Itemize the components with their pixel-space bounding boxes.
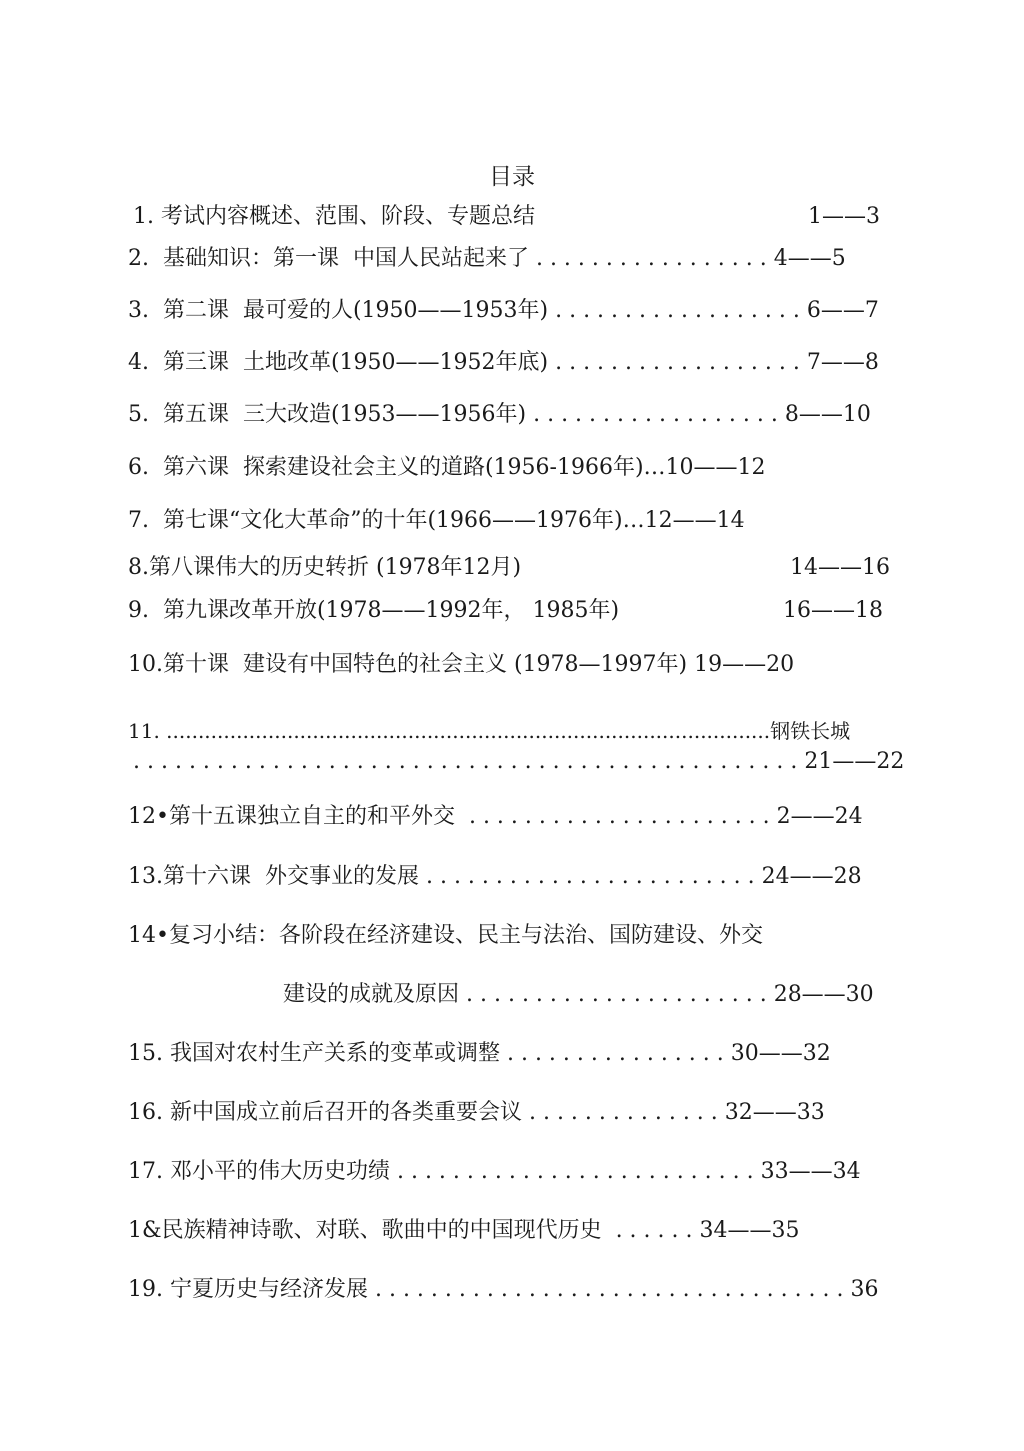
toc-entry-9-pages: 16——18 <box>783 598 883 623</box>
toc-entry-11-dots: . . . . . . . . . . . . . . . . . . . . . . . . . . . . . . . . . . . . . . . . . . . . . . . . 21——22 <box>133 749 905 774</box>
toc-entry-16: 16. 新中国成立前后召开的各类重要会议 . . . . . . . . . . . . . . 32——33 <box>128 1100 825 1125</box>
toc-entry-1: 1. 考试内容概述、范围、阶段、专题总结 <box>133 204 535 229</box>
toc-entry-3: 3. 第二课 最可爱的人(1950——1953年) . . . . . . . . . . . . . . . . . . 6——7 <box>128 298 879 323</box>
toc-entry-13: 13.第十六课 外交事业的发展 . . . . . . . . . . . . . . . . . . . . . . . . 24——28 <box>128 864 862 889</box>
toc-entry-4: 4. 第三课 土地改革(1950——1952年底) . . . . . . . . . . . . . . . . . . 7——8 <box>128 350 879 375</box>
toc-entry-8-pages: 14——16 <box>790 555 890 580</box>
toc-entry-11: 11. ...............................................................................................钢铁长城 <box>128 719 851 743</box>
toc-entry-12: 12•第十五课独立自主的和平外交 . . . . . . . . . . . . . . . . . . . . . . 2——24 <box>128 804 863 829</box>
toc-entry-18: 1&民族精神诗歌、对联、歌曲中的中国现代历史 . . . . . . 34——35 <box>128 1218 800 1243</box>
toc-entry-9: 9. 第九课改革开放(1978——1992年， 1985年) <box>128 598 620 623</box>
toc-entry-8: 8.第八课伟大的历史转折 (1978年12月) <box>128 555 522 580</box>
toc-entry-19: 19. 宁夏历史与经济发展 . . . . . . . . . . . . . . . . . . . . . . . . . . . . . . . . . . 36 <box>128 1277 879 1302</box>
toc-title: 目录 <box>489 164 535 190</box>
toc-entry-7: 7. 第七课“文化大革命”的十年(1966——1976年)…12——14 <box>128 508 745 533</box>
toc-entry-17: 17. 邓小平的伟大历史功绩 . . . . . . . . . . . . . . . . . . . . . . . . . . 33——34 <box>128 1159 861 1184</box>
toc-entry-10: 10.第十课 建设有中国特色的社会主义 (1978—1997年) 19——20 <box>128 652 795 677</box>
toc-entry-14: 14•复习小结：各阶段在经济建设、民主与法治、国防建设、外交 <box>128 923 763 948</box>
toc-entry-5: 5. 第五课 三大改造(1953——1956年) . . . . . . . . . . . . . . . . . . 8——10 <box>128 402 871 427</box>
toc-entry-1-pages: 1——3 <box>808 204 880 229</box>
toc-entry-2: 2. 基础知识：第一课 中国人民站起来了 . . . . . . . . . . . . . . . . . 4——5 <box>128 246 846 271</box>
toc-entry-14-cont: 建设的成就及原因 . . . . . . . . . . . . . . . . . . . . . . 28——30 <box>283 982 874 1007</box>
toc-entry-6: 6. 第六课 探索建设社会主义的道路(1956-1966年)…10——12 <box>128 455 766 480</box>
toc-entry-15: 15. 我国对农村生产关系的变革或调整 . . . . . . . . . . . . . . . . 30——32 <box>128 1041 831 1066</box>
